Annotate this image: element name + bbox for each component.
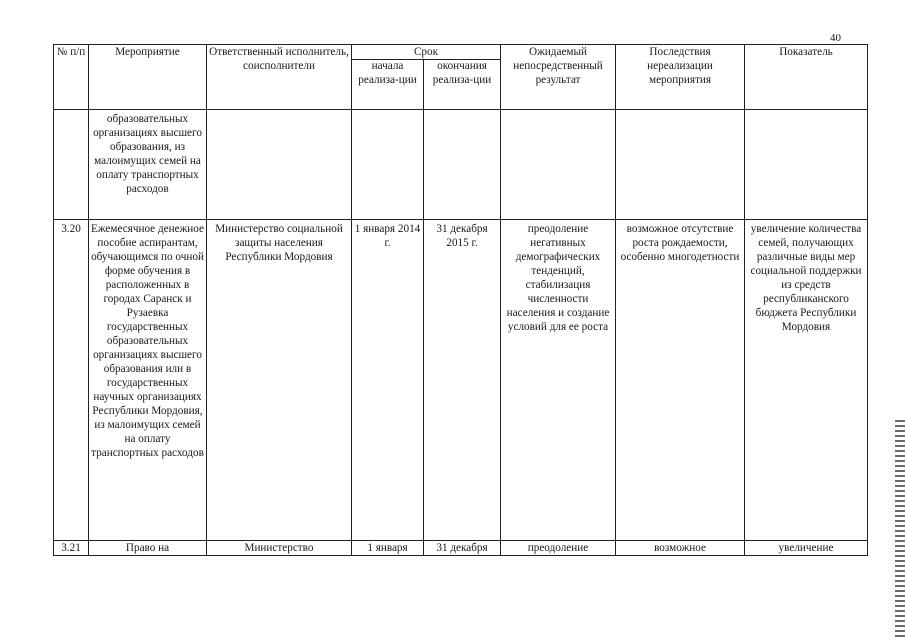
- cell-responsible: [207, 110, 352, 220]
- header-event: Мероприятие: [89, 45, 207, 110]
- header-num: № п/п: [54, 45, 89, 110]
- header-result: Ожидаемый непосредственный результат: [501, 45, 616, 110]
- cell-indicator: увеличение: [745, 541, 868, 556]
- cell-end: 31 декабря: [424, 541, 501, 556]
- header-term: Срок: [352, 45, 501, 60]
- header-term-start: начала реализа-ции: [352, 60, 424, 110]
- cell-indicator: [745, 110, 868, 220]
- table-row: [54, 541, 868, 556]
- cell-start: 1 января: [352, 541, 424, 556]
- table-header-row: [54, 45, 868, 60]
- cell-result: преодоление негативных демографических тенденций, стабилизация численности населения и создание условий для ее роста: [501, 220, 616, 541]
- cell-event: Право на: [89, 541, 207, 556]
- cell-consequences: возможное отсутствие роста рождаемости, особенно многодетности: [616, 220, 745, 541]
- table-row: [54, 220, 868, 541]
- cell-responsible: Министерство социальной защиты населения Республики Мордовия: [207, 220, 352, 541]
- cell-responsible: Министерство: [207, 541, 352, 556]
- cell-consequences: возможное: [616, 541, 745, 556]
- cell-num: 3.20: [54, 220, 89, 541]
- cell-num: [54, 110, 89, 220]
- cell-event: образовательных организациях высшего образования, из малоимущих семей на оплату транспортных расходов: [89, 110, 207, 220]
- cell-num: 3.21: [54, 541, 89, 556]
- cell-indicator: увеличение количества семей, получающих различные виды мер социальной поддержки из средств республиканского бюджета Республики Мордовия: [745, 220, 868, 541]
- cell-start: 1 января 2014 г.: [352, 220, 424, 541]
- table-row: [54, 110, 868, 220]
- cell-end: 31 декабря 2015 г.: [424, 220, 501, 541]
- cell-consequences: [616, 110, 745, 220]
- cell-start: [352, 110, 424, 220]
- cell-event: Ежемесячное денежное пособие аспирантам, обучающимся по очной форме обучения в расположенных в городах Саранск и Рузаевка государственных образовательных организациях высшего образования или в государственных научных организациях Республики Мордовия, из малоимущих семей на оплату транспортных расходов: [89, 220, 207, 541]
- header-responsible: Ответственный исполнитель, соисполнители: [207, 45, 352, 110]
- header-term-end: окончания реализа-ции: [424, 60, 501, 110]
- header-indicator: Показатель: [745, 45, 868, 110]
- cell-result: преодоление: [501, 541, 616, 556]
- cell-end: [424, 110, 501, 220]
- page-number: 40: [830, 32, 841, 44]
- header-consequences: Последствия нереализации мероприятия: [616, 45, 745, 110]
- program-events-table: [53, 44, 868, 556]
- cell-result: [501, 110, 616, 220]
- scan-edge-artifact: [895, 420, 905, 640]
